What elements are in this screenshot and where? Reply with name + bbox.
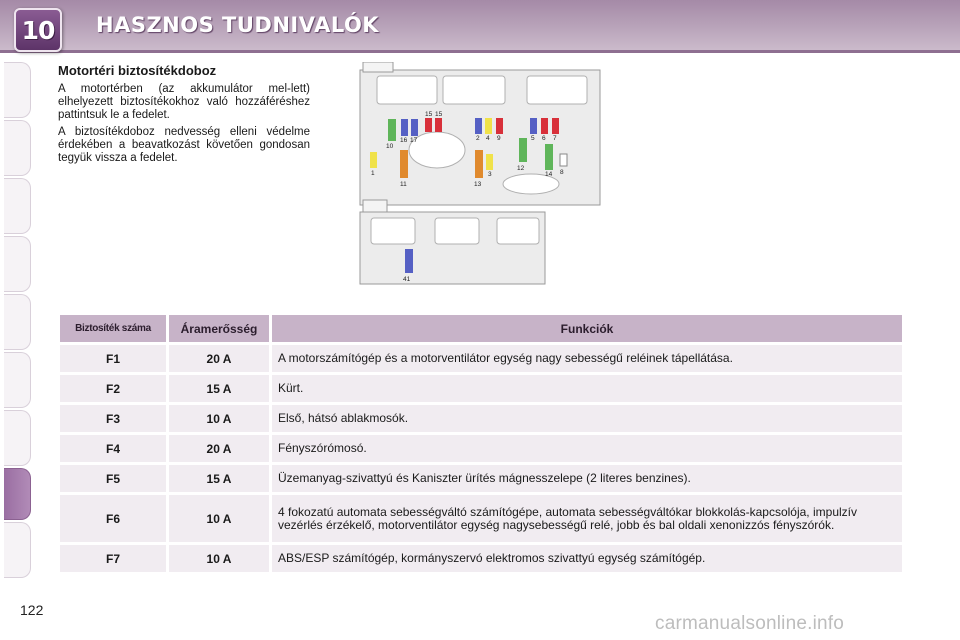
fuse-function: Üzemanyag-szivattyú és Kaniszter ürítés mágnesszelepe (2 literes benzines). [272, 465, 902, 492]
chapter-tab[interactable] [4, 178, 31, 234]
fuse-number: F2 [60, 375, 166, 402]
relay-slot [435, 218, 479, 244]
fuse-function: A motorszámítógép és a motorventilátor egység nagy sebességű reléinek tápellátása. [272, 345, 902, 372]
relay-slot [443, 76, 505, 104]
intro-paragraph-1: A motortérben (az akkumulátor mel-lett) elhelyezett biztosítékokhoz való hozzáféréshez pattintsuk le a fedelet. [58, 83, 310, 121]
fuse-label: 15 [425, 111, 433, 118]
fuse-3 [486, 154, 493, 170]
watermark: carmanualsonline.info [655, 613, 845, 634]
fuse-7 [552, 118, 559, 134]
table-row [60, 345, 902, 372]
chapter-badge [14, 8, 62, 52]
fuse-label: 4 [486, 135, 490, 142]
fuse-table [57, 312, 905, 575]
fuse-box-diagram [355, 62, 605, 292]
chapter-tab[interactable] [4, 410, 31, 466]
fuse-label: 2 [476, 135, 480, 142]
fuse-label: 12 [517, 165, 525, 172]
relay-slot [527, 76, 587, 104]
chapter-tab[interactable] [4, 294, 31, 350]
fuse-14 [545, 144, 553, 170]
fuse-amperage: 20 A [169, 435, 269, 462]
table-row [60, 465, 902, 492]
chapter-tab[interactable] [4, 62, 31, 118]
fuse-label: 14 [545, 171, 553, 178]
fuse-1 [370, 152, 377, 168]
fuse-number: F3 [60, 405, 166, 432]
chapter-tabs [0, 62, 36, 582]
fuse-box-tab [363, 62, 393, 72]
fuse-amperage: 15 A [169, 375, 269, 402]
fuse-amperage: 15 A [169, 465, 269, 492]
fuse-function: Fényszórómosó. [272, 435, 902, 462]
fuse-6 [541, 118, 548, 134]
fuse-amperage: 20 A [169, 345, 269, 372]
fuse-function: Kürt. [272, 375, 902, 402]
fuse-function: ABS/ESP számítógép, kormányszervó elektromos szivattyú egység számítógép. [272, 545, 902, 572]
fuse-label: 13 [474, 181, 482, 188]
fuse-number: F4 [60, 435, 166, 462]
cable-port [409, 132, 465, 168]
intro-paragraph-2: A biztosítékdoboz nedvesség elleni védelme érdekében a beavatkozást követően gondosan tegyük vissza a fedelet. [58, 126, 310, 164]
fuse-label: 41 [403, 276, 411, 283]
fuse-17 [411, 119, 418, 136]
fuse-function: 4 fokozatú automata sebességváltó számítógépe, automata sebességváltókar blokkolás-kapcsolója, impulzív vezérlés érzékelő, motorventilátor egység nagysebességű relé, jobb és bal oldali xenonizzós fényszórók. [272, 495, 902, 542]
fuse-label: 5 [531, 135, 535, 142]
table-row [60, 545, 902, 572]
fuse-label: 8 [560, 169, 564, 176]
fuse-9 [496, 118, 503, 134]
relay-slot [377, 76, 437, 104]
fuse-41 [405, 249, 413, 273]
table-row [60, 375, 902, 402]
page-number: 122 [20, 602, 44, 618]
fuse-2 [475, 118, 482, 134]
column-header-fuse: Biztosíték száma [60, 315, 166, 342]
chapter-tab-active[interactable] [4, 468, 31, 520]
fuse-8 [560, 154, 567, 166]
fuse-11 [400, 150, 408, 178]
chapter-tab[interactable] [4, 522, 31, 578]
fuse-function: Első, hátsó ablakmosók. [272, 405, 902, 432]
fuse-label: 10 [386, 143, 394, 150]
chapter-tab[interactable] [4, 236, 31, 292]
table-row [60, 435, 902, 462]
fuse-number: F1 [60, 345, 166, 372]
fuse-label: 7 [553, 135, 557, 142]
fuse-13 [475, 150, 483, 178]
fuse-4 [485, 118, 492, 134]
section-title: Motortéri biztosítékdoboz [58, 63, 217, 78]
relay-slot [371, 218, 415, 244]
fuse-number: F6 [60, 495, 166, 542]
header-divider [0, 50, 960, 53]
fuse-amperage: 10 A [169, 405, 269, 432]
fuse-amperage: 10 A [169, 495, 269, 542]
fuse-label: 3 [488, 171, 492, 178]
fuse-10 [388, 119, 396, 141]
fuse-5 [530, 118, 537, 134]
fuse-label: 15 [435, 111, 443, 118]
fuse-label: 9 [497, 135, 501, 142]
table-row [60, 405, 902, 432]
column-header-amperage: Áramerősség [169, 315, 269, 342]
fuse-12 [519, 138, 527, 162]
fuse-amperage: 10 A [169, 545, 269, 572]
fuse-15a [425, 118, 432, 132]
chapter-number: 10 [21, 15, 55, 45]
fuse-number: F7 [60, 545, 166, 572]
relay-slot [497, 218, 539, 244]
table-row [60, 495, 902, 542]
fuse-label: 6 [542, 135, 546, 142]
fuse-label: 1 [371, 170, 375, 177]
fuse-number: F5 [60, 465, 166, 492]
page-title: HASZNOS TUDNIVALÓK [96, 13, 380, 37]
column-header-function: Funkciók [272, 315, 902, 342]
fuse-label: 11 [400, 181, 407, 188]
fuse-label: 17 [410, 137, 418, 144]
chapter-tab[interactable] [4, 352, 31, 408]
fuse-15b [435, 118, 442, 132]
fuse-label: 16 [400, 137, 408, 144]
chapter-tab[interactable] [4, 120, 31, 176]
fuse-16 [401, 119, 408, 136]
